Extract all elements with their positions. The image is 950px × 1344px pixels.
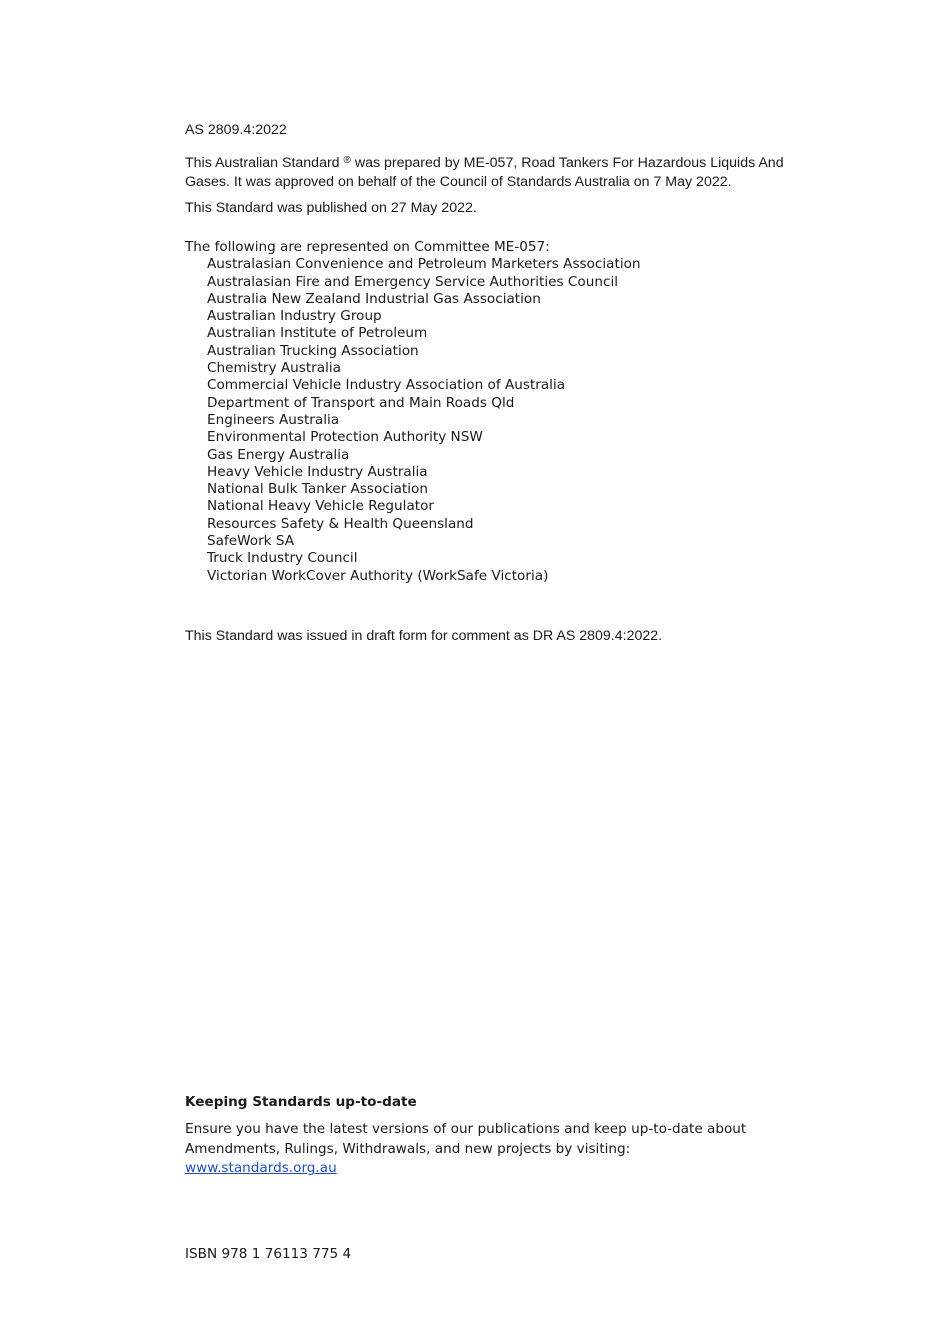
- standards-website-link[interactable]: www.standards.org.au: [185, 1160, 337, 1177]
- preparation-statement-start: This Australian Standard: [185, 155, 344, 171]
- committee-member: Victorian WorkCover Authority (WorkSafe Victoria): [207, 567, 549, 584]
- committee-member: Environmental Protection Authority NSW: [207, 429, 483, 446]
- committee-member: Truck Industry Council: [207, 550, 358, 567]
- committee-member: National Heavy Vehicle Regulator: [207, 498, 435, 515]
- committee-heading: The following are represented on Committee ME-057:: [185, 239, 550, 255]
- committee-member: Australasian Fire and Emergency Service Authorities Council: [207, 273, 618, 290]
- committee-member: Heavy Vehicle Industry Australia: [207, 463, 428, 480]
- preparation-statement-end: was prepared by ME-057, Road Tankers For Hazardous Liquids And Gases. It was approved on behalf of the Council of Standards Australia on 7 May 2022.: [185, 155, 784, 190]
- committee-member: Australian Institute of Petroleum: [207, 325, 428, 342]
- committee-member: Australian Industry Group: [207, 308, 382, 325]
- isbn: ISBN 978 1 76113 775 4: [185, 1246, 352, 1262]
- committee-member: Gas Energy Australia: [207, 446, 350, 463]
- keeping-up-to-date-text: Ensure you have the latest versions of our publications and keep up-to-date about Amendments, Rulings, Withdrawals, and new projects by visiting:: [185, 1121, 747, 1157]
- publication-date-statement: This Standard was published on 27 May 2022.: [185, 200, 477, 216]
- standard-id: AS 2809.4:2022: [185, 122, 287, 138]
- committee-member: National Bulk Tanker Association: [207, 481, 428, 498]
- registered-mark: ®: [343, 155, 351, 166]
- committee-member: Resources Safety & Health Queensland: [207, 515, 474, 532]
- draft-note: This Standard was issued in draft form for comment as DR AS 2809.4:2022.: [185, 628, 663, 644]
- committee-member-list: [185, 256, 641, 585]
- keeping-up-to-date-section: [185, 1093, 785, 1179]
- committee-member: Australian Trucking Association: [207, 342, 419, 359]
- committee-member: SafeWork SA: [207, 533, 295, 550]
- committee-member: Commercial Vehicle Industry Association of Australia: [207, 377, 566, 394]
- committee-section: [185, 239, 641, 585]
- committee-member: Engineers Australia: [207, 411, 340, 428]
- committee-member: Department of Transport and Main Roads Qld: [207, 394, 515, 411]
- keeping-up-to-date-body: [185, 1120, 785, 1179]
- preparation-statement: [185, 154, 785, 192]
- committee-member: Australasian Convenience and Petroleum Marketers Association: [207, 256, 641, 273]
- committee-member: Chemistry Australia: [207, 360, 341, 377]
- keeping-up-to-date-title: Keeping Standards up-to-date: [185, 1094, 417, 1110]
- committee-member: Australia New Zealand Industrial Gas Association: [207, 290, 541, 307]
